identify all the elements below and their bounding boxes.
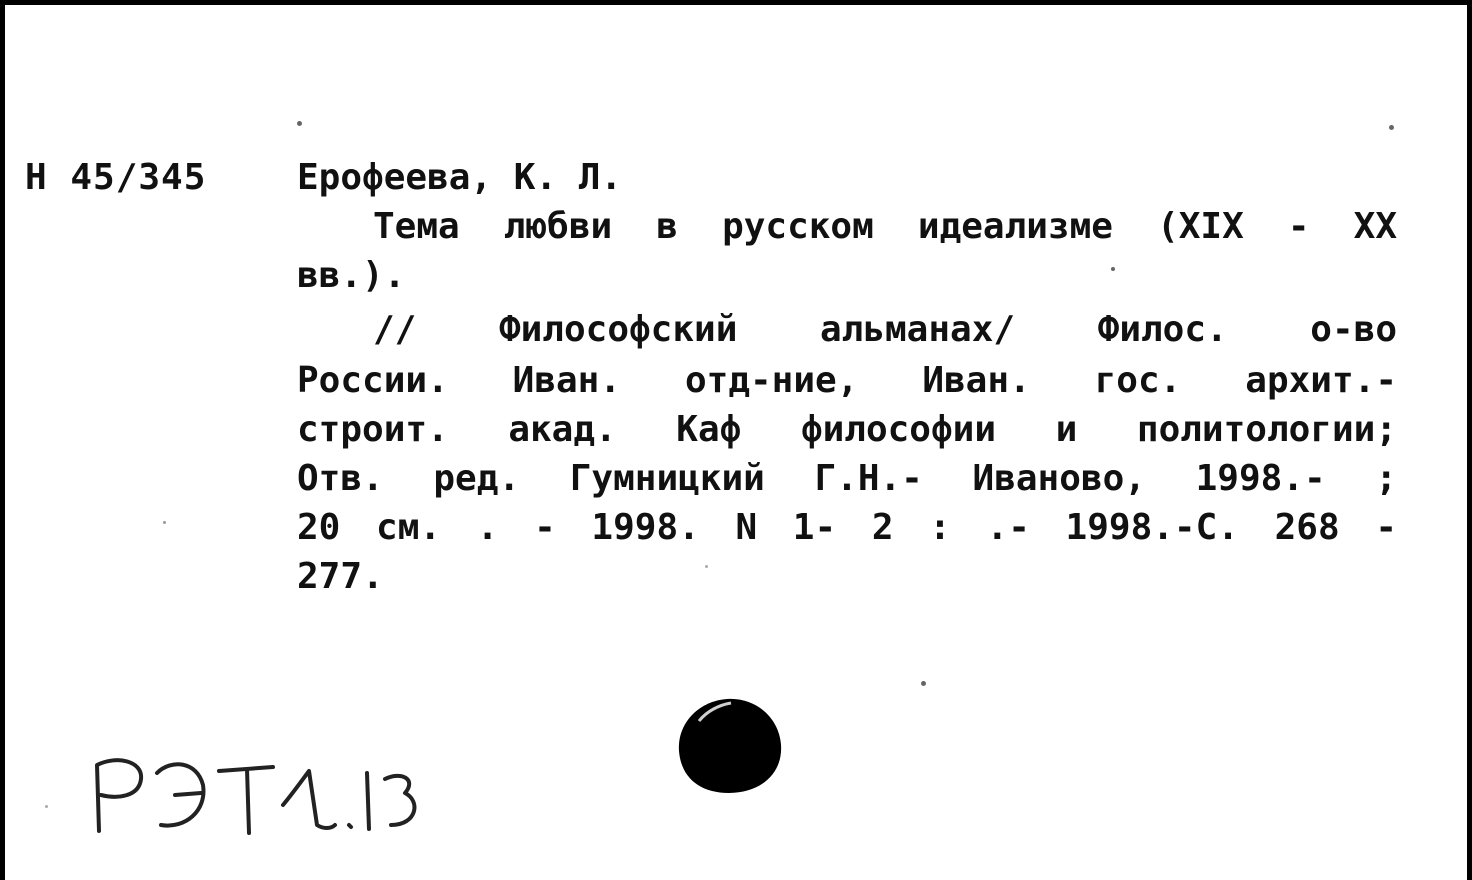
scan-speck — [705, 565, 708, 568]
handwritten-shelf-code — [87, 745, 427, 845]
scan-speck — [297, 121, 302, 126]
scan-speck — [921, 681, 926, 686]
source-line-3: строит. акад. Каф философии и политологии; — [297, 409, 1397, 450]
scan-speck — [1389, 125, 1394, 130]
source-line-1: // Философский альманах/ Филос. о-во — [373, 309, 1397, 350]
source-line-2: России. Иван. отд-ние, Иван. гос. архит.- — [297, 360, 1397, 401]
author-line: Ерофеева, К. Л. — [297, 157, 623, 198]
scan-speck — [45, 805, 48, 808]
punch-hole — [669, 693, 785, 797]
scan-speck — [1111, 267, 1115, 271]
source-line-6: 277. — [297, 556, 384, 597]
title-line-1: Тема любви в русском идеализме (XIX - XX — [373, 206, 1397, 247]
title-line-2: вв.). — [297, 255, 406, 296]
source-line-4: Отв. ред. Гумницкий Г.Н.- Иваново, 1998.- ; — [297, 458, 1397, 499]
call-number: Н 45/345 — [25, 157, 207, 198]
scan-speck — [163, 521, 166, 524]
source-line-5: 20 см. . - 1998. N 1- 2 : .- 1998.-С. 268 - — [297, 507, 1397, 548]
